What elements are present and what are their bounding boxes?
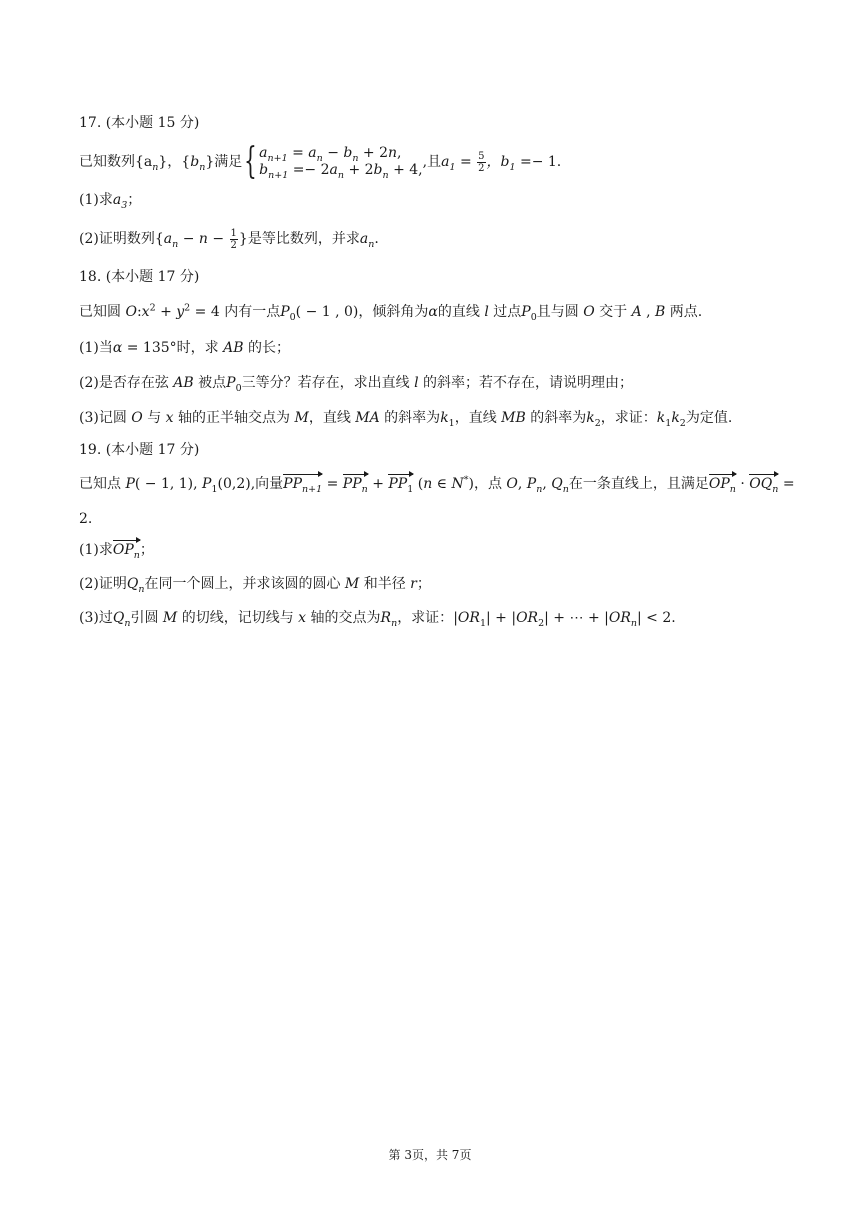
q17-eq: = bbox=[459, 154, 472, 170]
q19-statement bbox=[79, 474, 795, 494]
q19-m2: M bbox=[162, 610, 178, 626]
q19-inequality: $|OR_1| + |OR_2|$ + ⋯ + $|OR_n| < 2$. bbox=[453, 610, 676, 629]
q17-recurrence-system: { $a_{n+1} = a_n - b_n + 2n$, $b_{n+1} =- 2a_n + 2b_n + 4$, bbox=[244, 141, 423, 182]
q18-ab2: AB bbox=[223, 340, 244, 356]
q18-part3-line2: ，直线 bbox=[454, 410, 502, 426]
q17-geo-seq: $a_n - n$ − bbox=[163, 231, 225, 250]
q18-x: x bbox=[165, 410, 174, 426]
q19-statement-cont: 2. bbox=[79, 511, 93, 527]
q19-part3 bbox=[79, 608, 676, 628]
q18-k1k2: $k_1k_2$ bbox=[656, 410, 686, 429]
q19-collinear: O, $P_n$, $Q_n$ bbox=[506, 476, 569, 495]
q17-sep: }，{ bbox=[158, 154, 191, 170]
q19-m: M bbox=[344, 576, 360, 592]
q18-alpha-val: α = 135° bbox=[112, 340, 177, 356]
q17-part1-end: ； bbox=[127, 192, 142, 208]
q19-header: 19. (本小题 17 分) bbox=[79, 442, 200, 458]
q17-a1-frac: $\frac{5}{2}$ bbox=[478, 150, 485, 174]
q18-intro: 已知圆 bbox=[79, 304, 126, 320]
q17-part1-label: (1)求 bbox=[79, 192, 113, 208]
q19-vector-eq: $PP_{n+1} = PP_n + PP_1$ (n ∈ N*) bbox=[283, 474, 474, 495]
q18-p0b: $P_0$ bbox=[521, 304, 537, 323]
q18-k1: $k_1$ bbox=[440, 410, 455, 429]
q18-circle-eq: $O:x^2 + y^2 = 4$ bbox=[125, 302, 220, 320]
q17-recurrence-row1: $a_{n+1} = a_n - b_n + 2n$, bbox=[259, 145, 402, 164]
q18-l2: l bbox=[414, 375, 419, 391]
q19-part1-label: (1)求 bbox=[79, 542, 113, 558]
q18-part3-end: 为定值. bbox=[685, 410, 733, 426]
q17-a1: $a_1$ bbox=[441, 154, 456, 173]
q17-recurrence-row2: $b_{n+1} =- 2a_n + 2b_n + 4$, bbox=[259, 162, 423, 181]
q18-mb: MB bbox=[501, 410, 526, 426]
q18-part2-end: 的斜率；若不存在，请说明理由； bbox=[418, 375, 633, 391]
q18-points: 两点. bbox=[665, 304, 703, 320]
q17-satisfy: }满足 bbox=[205, 154, 243, 170]
q18-statement bbox=[79, 302, 702, 322]
q18-ma: MA bbox=[355, 410, 380, 426]
q18-l: l bbox=[484, 304, 489, 320]
q18-alpha: α bbox=[428, 304, 438, 320]
q19-rn: $R_n$ bbox=[380, 610, 398, 629]
q19-opn: $OP_n$ bbox=[112, 542, 140, 561]
q19-x: x bbox=[298, 610, 307, 626]
q19-vector-text: 向量 bbox=[255, 476, 284, 492]
q19-part3-tangent: 的切线，记切线与 bbox=[177, 610, 299, 626]
q18-part3-with: 与 bbox=[142, 410, 166, 426]
q18-part1-end: 的长； bbox=[243, 340, 290, 356]
q18-part2-by: 被点 bbox=[193, 375, 227, 391]
q17-part2-mid: }是等比数列，并求 bbox=[238, 231, 360, 247]
q18-part3-slope1: 的斜率为 bbox=[379, 410, 441, 426]
q18-angle-text: ，倾斜角为 bbox=[358, 304, 429, 320]
q18-part2-label: (2)是否存在弦 bbox=[79, 375, 174, 391]
q18-part2 bbox=[79, 373, 633, 393]
q19-part3-label: (3)过 bbox=[79, 610, 113, 626]
q18-and-circle: 且与圆 bbox=[536, 304, 584, 320]
q18-part1-mid: 时，求 bbox=[176, 340, 224, 356]
q19-part2 bbox=[79, 574, 431, 594]
q18-part3-prove: ，求证： bbox=[600, 410, 657, 426]
q17-seq-a: {$a_n$ bbox=[135, 154, 159, 173]
q18-ab3: AB bbox=[173, 375, 194, 391]
q18-p0c: $P_0$ bbox=[226, 375, 242, 394]
q19-part3-axis: 轴的交点为 bbox=[306, 610, 381, 626]
q18-part1 bbox=[79, 338, 290, 358]
q17-part1 bbox=[79, 190, 141, 210]
q17-an: $a_n$ bbox=[359, 231, 375, 250]
q19-qn: $Q_n$ bbox=[126, 576, 145, 595]
q18-line-text: 的直线 bbox=[437, 304, 485, 320]
q19-dot: $OP_n \cdot OQ_n$ = bbox=[708, 476, 795, 495]
q19-part2-mid: 在同一个圆上，并求该圆的圆心 bbox=[144, 576, 345, 592]
q19-part1-end: ； bbox=[139, 542, 154, 558]
q19-r: r bbox=[410, 576, 417, 592]
q17-part2 bbox=[79, 225, 379, 253]
q19-part3-circle: 引圆 bbox=[130, 610, 163, 626]
q19-part2-end: ； bbox=[416, 576, 431, 592]
page-footer: 第 3页，共 7页 bbox=[388, 1148, 472, 1162]
q18-part3-label: (3)记圆 bbox=[79, 410, 132, 426]
q17-statement: 已知数列$\{a_n\}$，$\{b_n\}$满足 { $a_{n+1} = a_n - b_n + 2n$, $b_{n+1} =- 2a_n + 2b_n + 4$, ,且$a_1$ = $\frac{5}{2}$ ，$b_1 =- 1$. bbox=[79, 141, 562, 182]
q17-seq-b: $b_n$ bbox=[190, 154, 206, 173]
q17-b1-value: =− 1. bbox=[519, 154, 562, 170]
q18-part2-mid: 三等分？若存在，求出直线 bbox=[241, 375, 415, 391]
q17-b1: ，b bbox=[486, 154, 510, 170]
q17-part2-label: (2)证明数列{ bbox=[79, 231, 164, 247]
q19-part2-radius: 和半径 bbox=[359, 576, 411, 592]
q18-through: 过点 bbox=[488, 304, 522, 320]
q18-k2: $k_2$ bbox=[586, 410, 601, 429]
q19-point-text: ，点 bbox=[473, 476, 507, 492]
q18-o: O bbox=[583, 304, 595, 320]
q19-part1 bbox=[79, 540, 154, 560]
q18-ab: A , B bbox=[631, 304, 666, 320]
q18-p0: $P_0( - 1$ , 0) bbox=[280, 304, 359, 323]
q18-part3 bbox=[79, 408, 732, 428]
q18-meet: 交于 bbox=[594, 304, 632, 320]
q18-m: M bbox=[294, 410, 309, 426]
q18-part1-label: (1)当 bbox=[79, 340, 113, 356]
q19-qn2: $Q_n$ bbox=[112, 610, 131, 629]
q18-o2: O bbox=[131, 410, 143, 426]
q17-header: 17. (本小题 15 分) bbox=[79, 115, 200, 131]
q17-half: $\frac{1}{2}$ bbox=[230, 227, 237, 251]
q18-part3-slope2: 的斜率为 bbox=[525, 410, 587, 426]
q18-inside: 内有一点 bbox=[224, 304, 281, 320]
q19-part2-label: (2)证明 bbox=[79, 576, 127, 592]
q18-part3-line1: ，直线 bbox=[308, 410, 356, 426]
q18-part3-axis: 轴的正半轴交点为 bbox=[173, 410, 295, 426]
q17-part2-end: . bbox=[374, 231, 379, 247]
q19-intro: 已知点 bbox=[79, 476, 126, 492]
q19-points: P( − 1, 1), $P_1(0,2)$, bbox=[125, 476, 256, 495]
q19-line-text: 在一条直线上，且满足 bbox=[568, 476, 709, 492]
q17-intro: 已知数列 bbox=[79, 154, 135, 170]
q17-condition: ,且 bbox=[422, 154, 442, 170]
q18-header: 18. (本小题 17 分) bbox=[79, 269, 200, 285]
q17-a3: $a_3$ bbox=[112, 192, 128, 211]
q19-part3-prove: ，求证： bbox=[397, 610, 454, 626]
